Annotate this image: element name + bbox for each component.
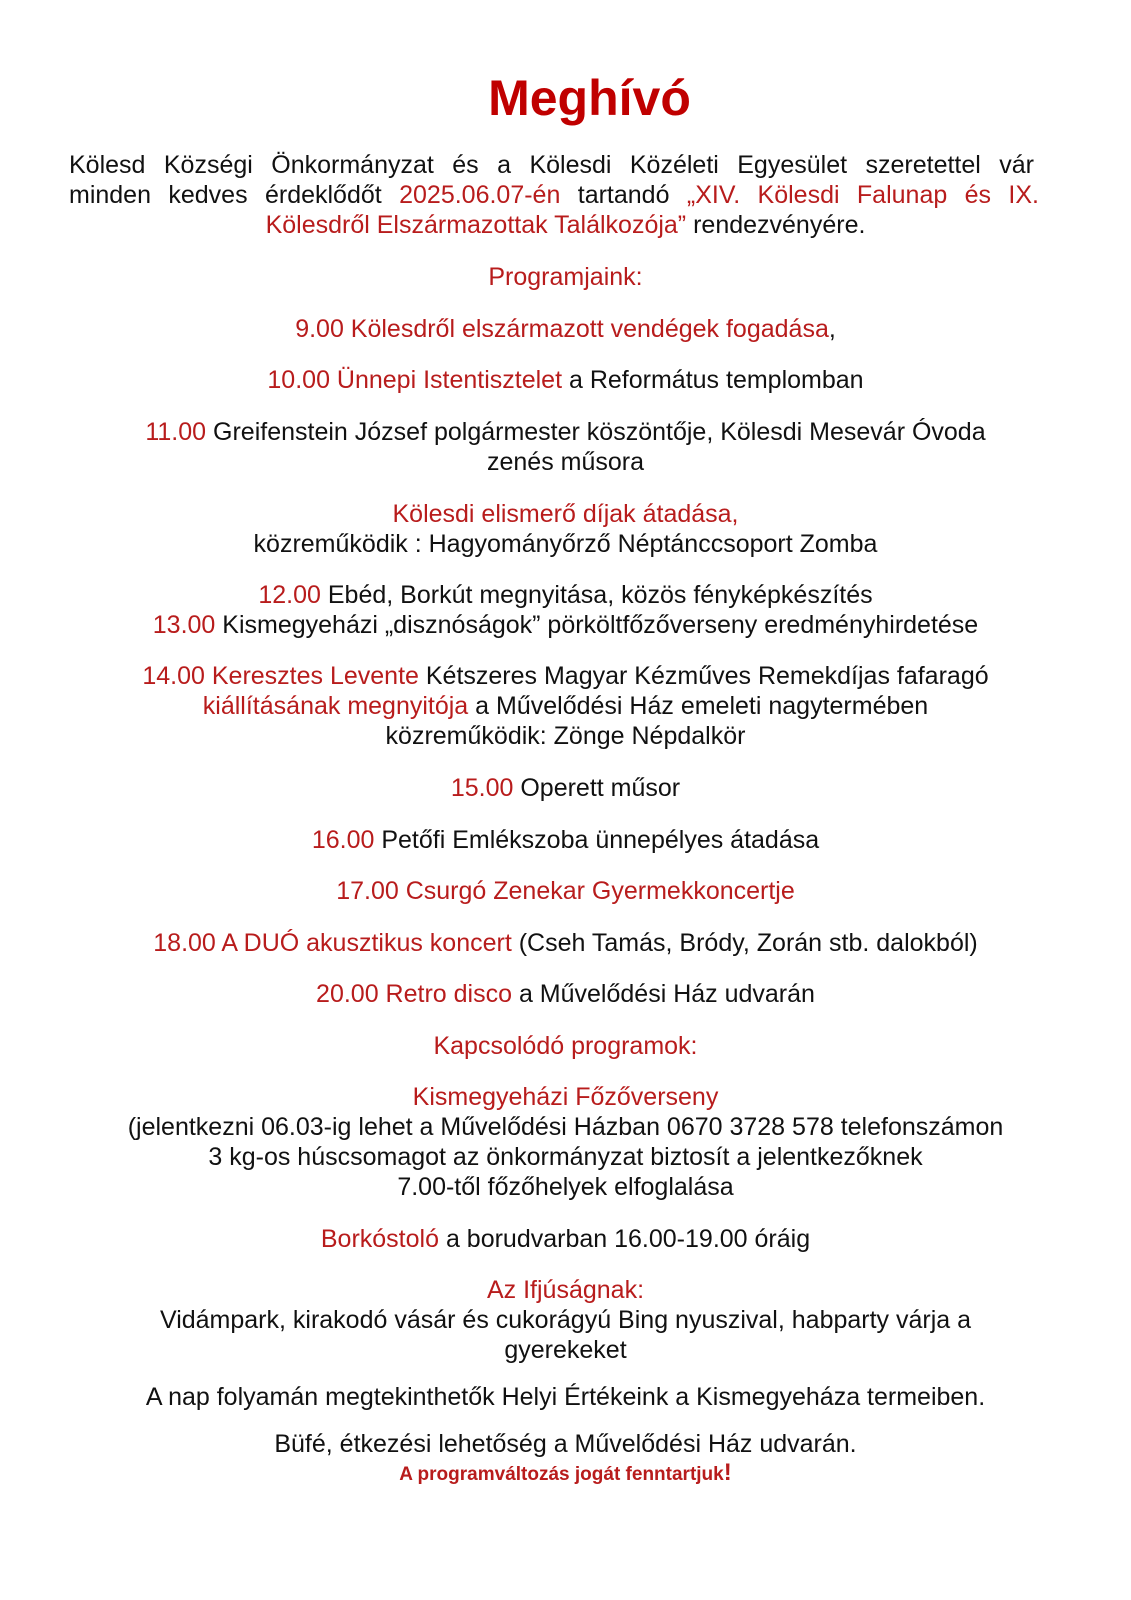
program-1400-text: Kétszeres Magyar Kézműves Remekdíjas fafaragó: [418, 662, 989, 690]
program-item-1300: [50, 610, 1081, 641]
program-1600-time: 16.00: [311, 826, 375, 854]
event-date: 2025.06.07-én: [399, 181, 561, 209]
intro-line-1: [69, 150, 1034, 181]
program-1200-text: Ebéd, Borkút megnyitása, közös fényképkészítés: [320, 581, 873, 609]
related-programs-heading: Kapcsolódó programok:: [433, 1032, 698, 1060]
program-item-0900: [50, 314, 1081, 345]
program-item-2000: [50, 979, 1081, 1010]
program-1800-text: (Cseh Tamás, Bródy, Zorán stb. dalokból): [511, 929, 978, 957]
exhibition-opening: kiállításának megnyitója: [202, 692, 469, 720]
disclaimer-text: A programváltozás jogát fenntartjuk: [399, 1464, 724, 1485]
program-item-1400-cont: [50, 691, 1081, 722]
program-1200-time: 12.00: [258, 581, 321, 609]
program-1300-time: 13.00: [152, 611, 216, 639]
programs-heading: Programjaink:: [488, 263, 643, 291]
cooking-contest-heading: Kismegyeházi Főzőverseny: [412, 1083, 719, 1111]
wine-tasting-line: [50, 1224, 1081, 1255]
program-2000-title: 20.00 Retro disco: [316, 980, 512, 1008]
program-1300-text: Kismegyeházi „disznóságok” pörköltfőzőverseny eredményhirdetése: [215, 611, 979, 639]
program-1100-time: 11.00: [145, 418, 207, 446]
intro-text-3b: rendezvényére.: [686, 211, 866, 239]
program-item-1600: [50, 825, 1081, 856]
intro-text-1: Kölesd Községi Önkormányzat és a Kölesdi Közéleti Egyesület szeretettel vár: [69, 151, 1034, 179]
youth-heading: Az Ifjúságnak:: [486, 1276, 645, 1304]
program-item-1000: [50, 365, 1081, 396]
program-1000-place: a Református templomban: [562, 366, 864, 394]
program-item-1800: [50, 928, 1081, 959]
program-item-1200: [50, 580, 1081, 611]
program-1000-title: 10.00 Ünnepi Istentisztelet: [267, 366, 563, 394]
cooking-contest-line-3: 7.00-től főzőhelyek elfoglalása: [397, 1173, 734, 1201]
youth-line-1: Vidámpark, kirakodó vásár és cukorágyú Bing nyuszival, habparty várja a: [159, 1306, 972, 1334]
program-item-1400-performer: közreműködik: Zönge Népdalkör: [385, 722, 746, 750]
program-1800-title: 18.00 A DUÓ akusztikus koncert: [153, 929, 512, 957]
youth-line-2: gyerekeket: [504, 1336, 627, 1364]
program-item-1100: [50, 417, 1081, 448]
intro-line-2: [69, 180, 1039, 211]
local-values-line: A nap folyamán megtekinthetők Helyi Értékeink a Kismegyeháza termeiben.: [145, 1383, 986, 1411]
program-item-1100-cont: zenés műsora: [486, 448, 645, 476]
disclaimer-line: [50, 1461, 1081, 1487]
exhibition-place: a Művelődési Ház emeleti nagytermében: [468, 692, 929, 720]
wine-tasting-title: Borkóstoló: [320, 1225, 439, 1253]
program-item-1400: [50, 661, 1081, 692]
program-item-1700: 17.00 Csurgó Zenekar Gyermekkoncertje: [336, 877, 795, 905]
event-name-part-2: Kölesdről Elszármazottak Találkozója”: [265, 211, 687, 239]
program-0900-text: 9.00 Kölesdről elszármazott vendégek fogadása: [295, 315, 829, 343]
intro-line-3: [50, 210, 1081, 241]
intro-text-2a: minden kedves érdeklődőt: [69, 181, 400, 209]
program-1400-title: 14.00 Keresztes Levente: [142, 662, 419, 690]
cooking-contest-line-2: 3 kg-os húscsomagot az önkormányzat biztosít a jelentkezőknek: [208, 1143, 923, 1171]
program-1600-text: Petőfi Emlékszoba ünnepélyes átadása: [374, 826, 820, 854]
program-1100-text: Greifenstein József polgármester köszöntője, Kölesdi Mesevár Óvoda: [206, 418, 986, 446]
program-1500-time: 15.00: [450, 774, 514, 802]
wine-tasting-text: a borudvarban 16.00-19.00 óráig: [439, 1225, 811, 1253]
awards-performer-line: közreműködik : Hagyományőrző Néptánccsoport Zomba: [253, 530, 878, 558]
buffet-line: Büfé, étkezési lehetőség a Művelődési Ház udvarán.: [274, 1430, 857, 1458]
program-item-1500: [50, 773, 1081, 804]
intro-text-2c: tartandó: [560, 181, 687, 209]
event-name-part-1: „XIV. Kölesdi Falunap és IX.: [686, 181, 1039, 209]
cooking-contest-line-1: (jelentkezni 06.03-ig lehet a Művelődési Házban 0670 3728 578 telefonszámon: [127, 1113, 1004, 1141]
disclaimer-exclamation: !: [723, 1459, 732, 1486]
awards-line: Kölesdi elismerő díjak átadása,: [392, 500, 739, 528]
program-2000-place: a Művelődési Ház udvarán: [512, 980, 815, 1008]
program-0900-comma: ,: [828, 315, 836, 343]
program-1500-text: Operett műsor: [513, 774, 681, 802]
page-title: Meghívó: [488, 70, 691, 126]
